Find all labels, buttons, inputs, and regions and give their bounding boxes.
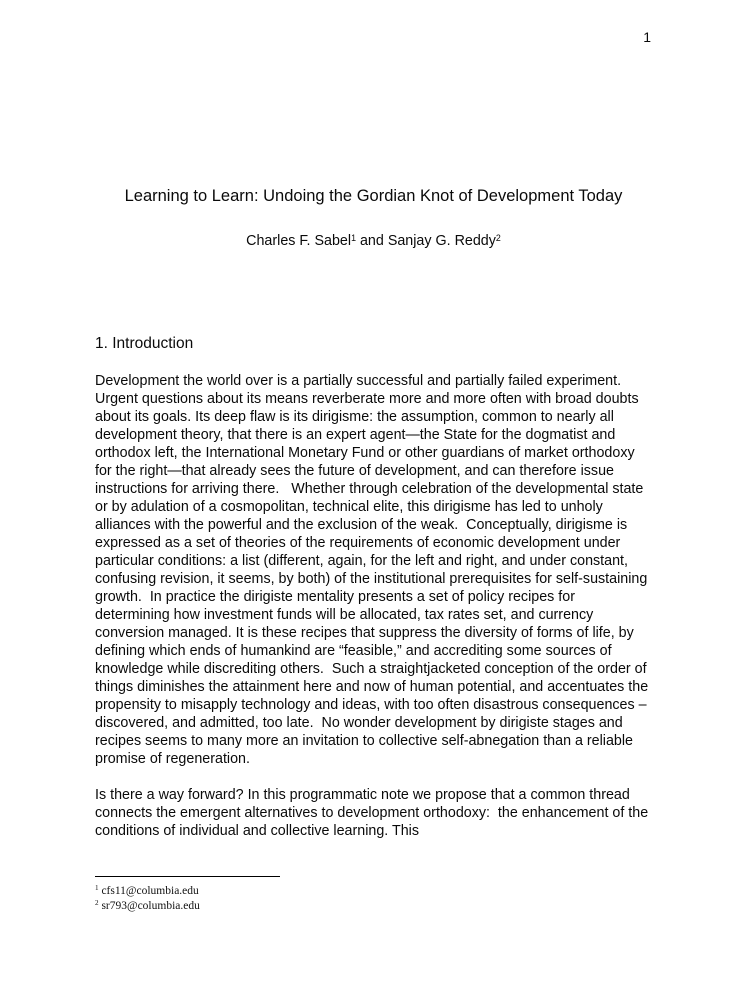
author-2-footnote-marker: 2	[495, 232, 501, 243]
introduction-paragraph-1: Development the world over is a partially successful and partially failed experiment. Urgent questions about its means reverberate more and more often with broad doubts about its goals. Its deep flaw is its dirigisme: the assumption, common to nearly all development theory, that there is an expert agent—the State for the dogmatist and orthodox left, the International Monetary Fund or other guardians of market orthodoxy for the right—that already sees the future of development, and can therefore issue instructions for arriving there. Whether through celebration of the developmental state or by adulation of a cosmopolitan, technical elite, this dirigisme has led to unholy alliances with the powerful and the exclusion of the weak. Conceptually, dirigisme is expressed as a set of theories of the requirements of economic development under particular conditions: a list (different, again, for the left and right, and under constant, confusing revision, it seems, by both) of the institutional prerequisites for self-sustaining growth. In practice the dirigiste mentality presents a set of policy recipes for determining how investment funds will be allocated, tax rates set, and currency conversion managed. It is these recipes that suppress the diversity of forms of life, by defining which ends of humankind are “feasible,” and accrediting some sources of knowledge while discrediting others. Such a straightjacketed conception of the order of things diminishes the attainment here and now of human potential, and accentuates the propensity to misapply technology and ideas, with too often disastrous consequences – discovered, and admitted, too late. No wonder development by dirigiste stages and recipes seems to many more an invitation to collective self-abnegation than a reliable promise of regeneration.	[95, 373, 653, 767]
footnote-1	[95, 884, 652, 899]
introduction-paragraph-2: Is there a way forward? In this programmatic note we propose that a common thread connects the emergent alternatives to development orthodoxy: the enhancement of the conditions of individual and collective learning. This	[95, 787, 653, 839]
page-content	[95, 0, 652, 840]
page-number: 1	[643, 29, 651, 45]
author-1-name: Charles F. Sabel	[246, 233, 352, 249]
author-2-name: Sanjay G. Reddy	[387, 233, 496, 249]
paper-title: Learning to Learn: Undoing the Gordian Knot of Development Today	[124, 187, 623, 205]
footnote-2-marker: 2	[95, 899, 99, 908]
footnote-2	[95, 899, 652, 914]
footnote-2-text: sr793@columbia.edu	[101, 900, 200, 912]
footnote-1-text: cfs11@columbia.edu	[101, 885, 199, 897]
author-separator: and	[356, 233, 388, 249]
footnote-separator-line	[95, 876, 280, 877]
section-heading-introduction: 1. Introduction	[95, 335, 194, 352]
footnote-1-marker: 1	[95, 884, 99, 893]
author-1-footnote-marker: 1	[351, 232, 356, 243]
footnote-area	[95, 876, 652, 914]
author-line	[95, 233, 652, 251]
